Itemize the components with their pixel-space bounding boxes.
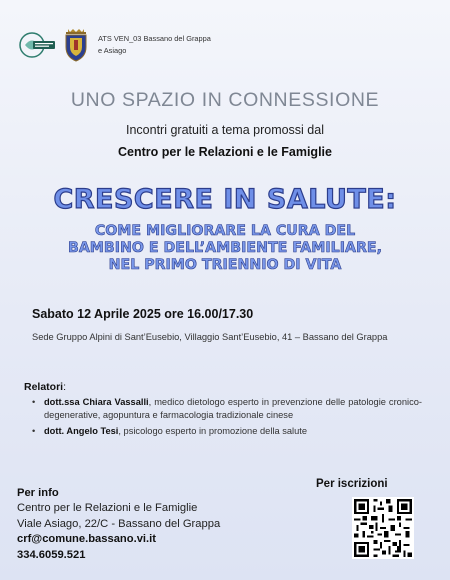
speaker-description: , medico dietologo esperto in prevenzione delle patologie cronico-degenerative, agopuntura e farmacologia tradizionale cinese	[44, 397, 422, 420]
speakers-heading	[24, 381, 66, 393]
speakers-list	[32, 396, 422, 441]
speaker-description: , psicologo esperto in promozione della salute	[118, 426, 308, 436]
registration-label: Per iscrizioni	[316, 478, 388, 490]
intro-text: Incontri gratuiti a tema promossi dal	[125, 123, 324, 137]
speaker-item	[32, 425, 422, 438]
info-organization: Centro per le Relazioni e le Famiglie	[17, 502, 198, 515]
contact-email-link[interactable]: crf@comune.bassano.vi.it	[17, 533, 156, 546]
event-title: CRESCERE IN SALUTE:	[53, 184, 397, 215]
event-subtitle-line-3: NEL PRIMO TRIENNIO DI VITA	[108, 257, 342, 273]
qr-code-icon[interactable]	[352, 497, 414, 559]
ats-line-2: e Asiago	[98, 46, 127, 55]
info-address: Viale Asiago, 22/C - Bassano del Grappa	[17, 517, 221, 530]
municipal-crest-icon	[62, 28, 90, 62]
speaker-name: dott. Angelo Tesi	[44, 426, 119, 436]
centro-famiglie-logo-icon	[19, 31, 57, 59]
organizer-name: Centro per le Relazioni e le Famiglie	[118, 145, 332, 159]
event-subtitle-line-2: BAMBINO E DELL’AMBIENTE FAMILIARE,	[68, 240, 382, 256]
event-venue: Sede Gruppo Alpini di Sant’Eusebio, Villaggio Sant’Eusebio, 41 – Bassano del Grappa	[32, 332, 388, 342]
info-heading: Per info	[17, 487, 59, 499]
contact-phone[interactable]: 334.6059.521	[17, 548, 86, 561]
event-date: Sabato 12 Aprile 2025 ore 16.00/17.30	[32, 307, 254, 321]
speakers-label: Relatori	[24, 381, 64, 393]
speakers-label-colon: :	[63, 381, 67, 393]
ats-caption	[98, 33, 248, 57]
speaker-item	[32, 396, 422, 422]
contact-info	[17, 486, 277, 563]
event-subtitle-line-1: COME MIGLIORARE LA CURA DEL	[94, 223, 356, 239]
series-kicker: UNO SPAZIO IN CONNESSIONE	[70, 89, 380, 111]
ats-line-1: ATS VEN_03 Bassano del Grappa	[98, 34, 211, 43]
event-subtitle	[40, 223, 410, 274]
speaker-name: dott.ssa Chiara Vassalli	[44, 397, 149, 407]
